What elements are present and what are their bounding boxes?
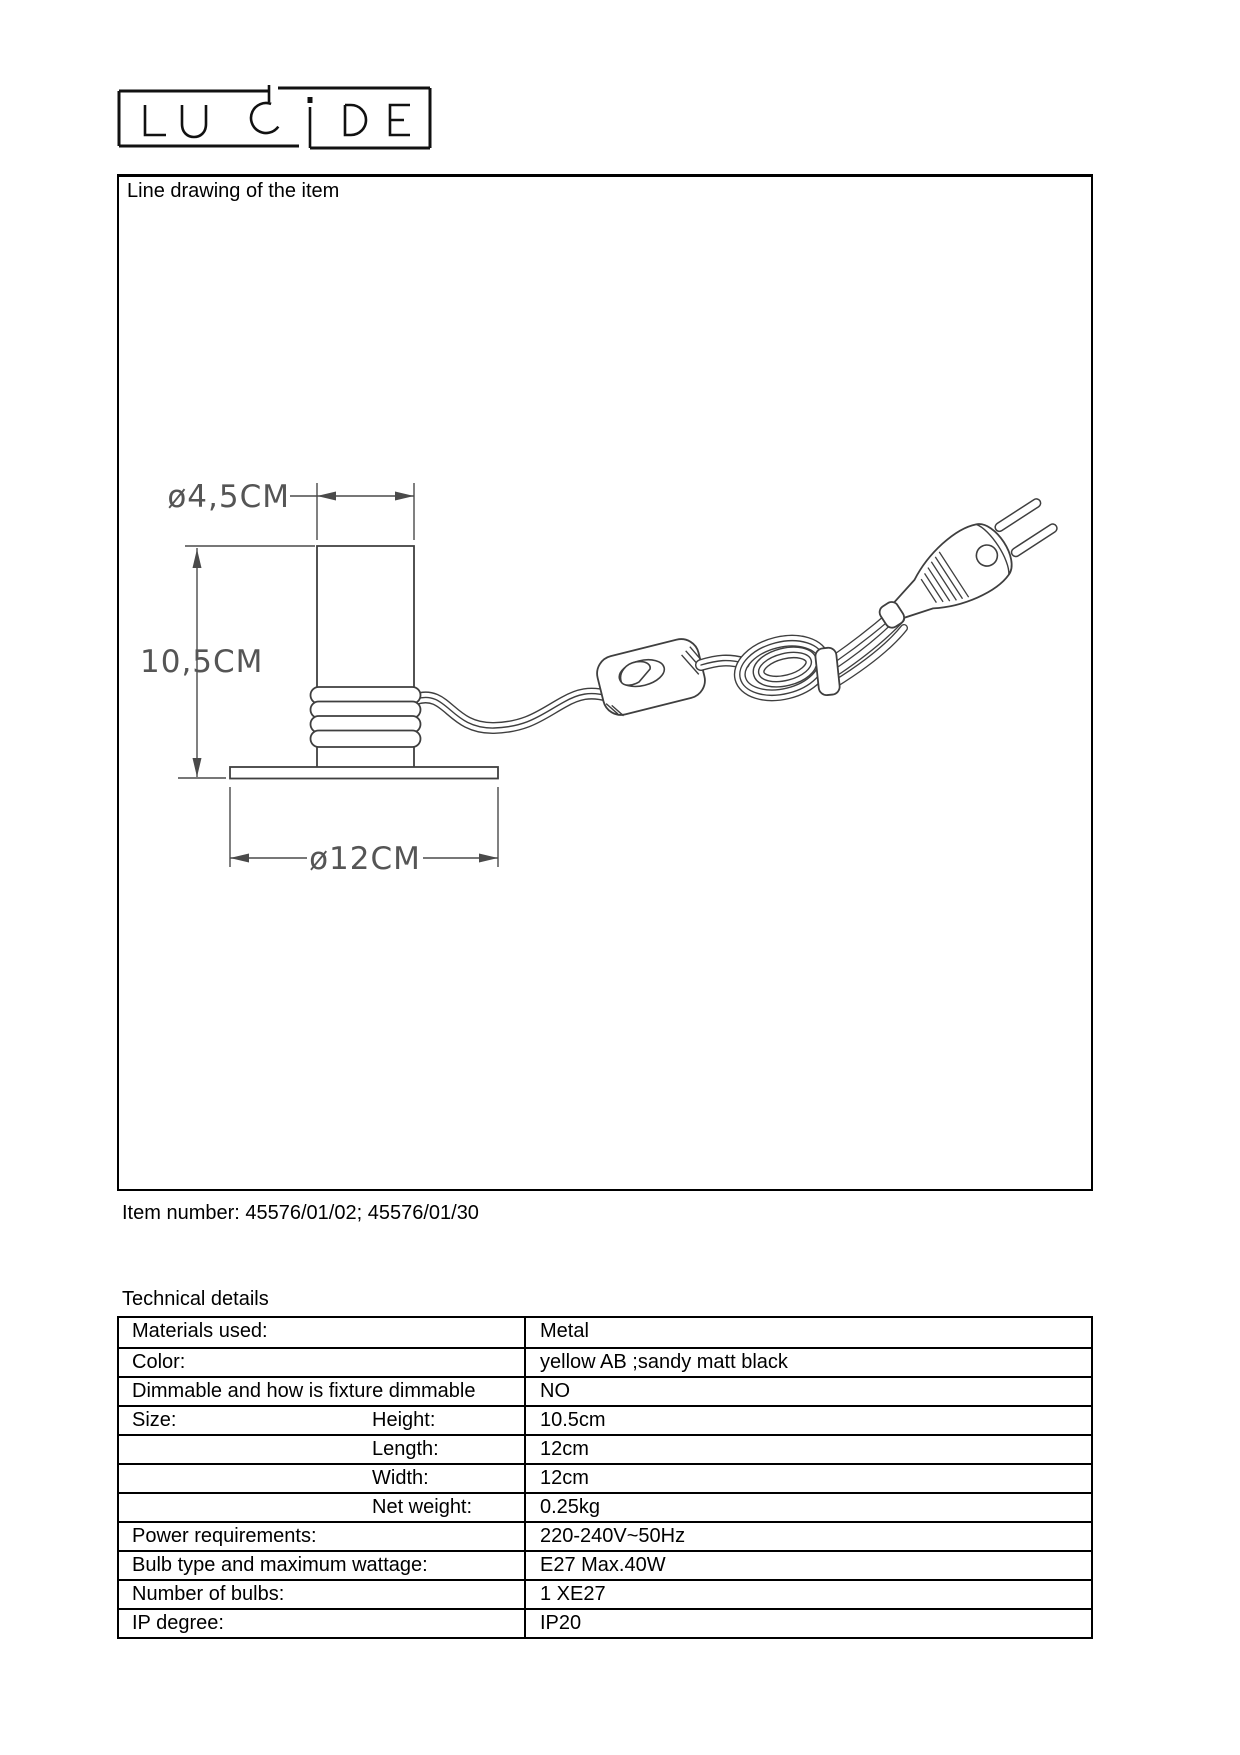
table-row [119, 1376, 1091, 1405]
row-label: Materials used: [132, 1320, 268, 1342]
row-sublabel: Width: [372, 1467, 429, 1489]
table-row [119, 1434, 1091, 1463]
cable-segment-1 [416, 694, 608, 728]
logo-letters [145, 85, 410, 148]
row-value: 10.5cm [524, 1407, 1091, 1434]
table-row [119, 1463, 1091, 1492]
technical-details-table [117, 1316, 1093, 1639]
table-row [119, 1550, 1091, 1579]
table-row [119, 1405, 1091, 1434]
table-label-cell [119, 1349, 524, 1376]
row-label: Power requirements: [132, 1525, 317, 1547]
lamp-neck [317, 747, 414, 767]
dim-diameter-top-label: ø4,5CM [167, 479, 290, 515]
row-value: 12cm [524, 1465, 1091, 1492]
logo-frame [119, 88, 430, 148]
row-label: IP degree: [132, 1612, 224, 1634]
cable-wrap-band [815, 647, 841, 696]
table-label-cell [119, 1523, 524, 1550]
row-label: Size: [132, 1409, 177, 1431]
row-value: E27 Max.40W [524, 1552, 1091, 1579]
table-label-cell [119, 1378, 524, 1405]
power-plug [865, 488, 1063, 649]
table-row [119, 1579, 1091, 1608]
row-sublabel: Height: [372, 1409, 436, 1431]
row-value: 1 XE27 [524, 1581, 1091, 1608]
table-row [119, 1608, 1091, 1637]
lucide-logo [108, 76, 438, 156]
table-label-cell [119, 1465, 524, 1492]
row-value: NO [524, 1378, 1091, 1405]
row-label: Color: [132, 1351, 186, 1373]
lamp-base [230, 767, 498, 779]
lamp-ribbed-rings [311, 687, 421, 747]
plug-pins [999, 503, 1052, 552]
lamp-cylinder [317, 546, 414, 688]
panel-label: Line drawing of the item [127, 180, 340, 202]
row-value: 12cm [524, 1436, 1091, 1463]
table-label-cell [119, 1610, 524, 1637]
row-label: Bulb type and maximum wattage: [132, 1554, 428, 1576]
line-drawing [119, 177, 1091, 1189]
inline-switch [593, 634, 713, 719]
table-row [119, 1318, 1091, 1347]
table-label-cell [119, 1436, 524, 1463]
row-sublabel: Net weight: [372, 1496, 473, 1518]
table-label-cell [119, 1581, 524, 1608]
row-label: Dimmable and how is fixture dimmable [132, 1380, 476, 1402]
table-label-cell [119, 1318, 524, 1347]
dim-diameter-base-label: ø12CM [309, 841, 421, 877]
technical-details-title: Technical details [122, 1288, 269, 1310]
table-label-cell [119, 1494, 524, 1521]
dim-height-label: 10,5CM [140, 644, 264, 680]
table-row [119, 1492, 1091, 1521]
item-number: Item number: 45576/01/02; 45576/01/30 [122, 1202, 479, 1224]
cable-loop [734, 632, 830, 703]
row-value: yellow AB ;sandy matt black [524, 1349, 1091, 1376]
row-value: 0.25kg [524, 1494, 1091, 1521]
row-value: 220-240V~50Hz [524, 1523, 1091, 1550]
table-label-cell [119, 1407, 524, 1434]
row-value: Metal [524, 1318, 1091, 1347]
row-value: IP20 [524, 1610, 1091, 1637]
table-label-cell [119, 1552, 524, 1579]
table-row [119, 1347, 1091, 1376]
logo-i-dot [308, 97, 313, 103]
line-drawing-panel [117, 174, 1093, 1191]
table-row [119, 1521, 1091, 1550]
row-sublabel: Length: [372, 1438, 439, 1460]
row-label: Number of bulbs: [132, 1583, 285, 1605]
